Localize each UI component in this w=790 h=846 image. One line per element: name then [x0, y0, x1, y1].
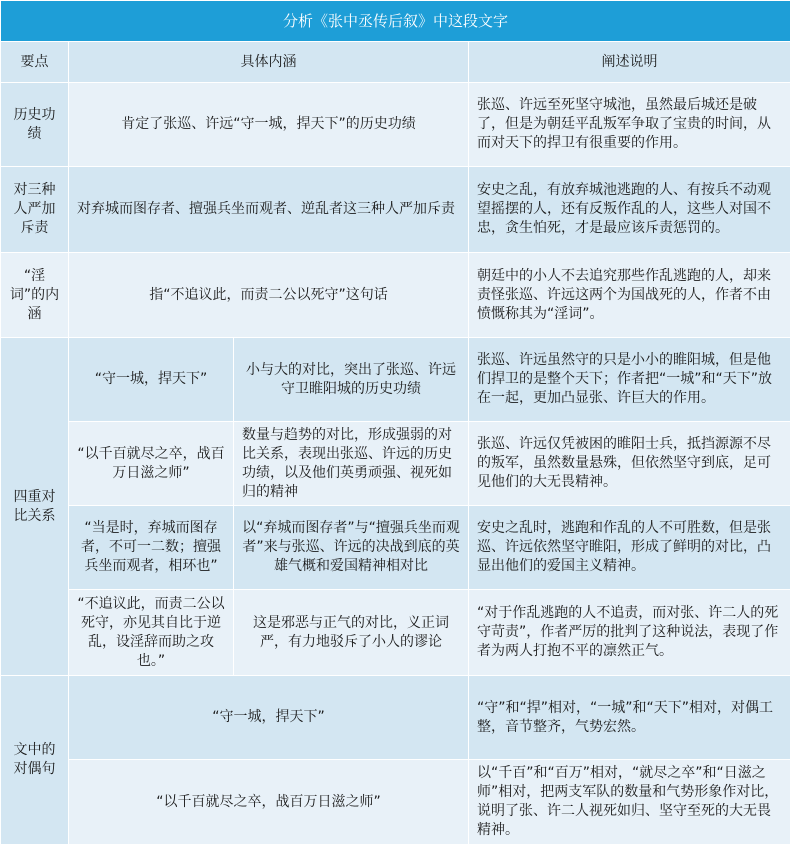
title-row: [1, 1, 790, 42]
antithesis-explanation: “守”和“捍”相对，“一城”和“天下”相对，对偶工整，音节整齐，气势宏然。: [469, 676, 790, 760]
contrast-analysis: 数量与趋势的对比，形成强弱的对比关系，表现出张巡、许远的历史功绩，以及他们英勇顽强、视死如归的精神: [234, 422, 469, 506]
table-title: 分析《张中丞传后叙》中这段文字: [1, 1, 790, 42]
contrast-quote: “守一城，捍天下”: [69, 338, 234, 422]
contrast-explanation: 张巡、许远仅凭被困的睢阳士兵，抵挡源源不尽的叛军，虽然数量悬殊，但依然坚守到底，足可见他们的大无畏精神。: [469, 422, 790, 506]
row-explanation: 安史之乱，有放弃城池逃跑的人、有按兵不动观望摇摆的人，还有反叛作乱的人，这些人对国不忠，贪生怕死，才是最应该斥责惩罚的。: [469, 167, 790, 253]
contrast-point: 四重对比关系: [1, 338, 69, 676]
contrast-explanation: 张巡、许远虽然守的只是小小的睢阳城，但是他们捍卫的是整个天下；作者把“一城”和“天下”放在一起，更加凸显张、许巨大的作用。: [469, 338, 790, 422]
table-row: [1, 506, 790, 590]
row-explanation: 张巡、许远至死坚守城池，虽然最后城还是破了，但是为朝廷平乱叛军争取了宝贵的时间，从而对天下的捍卫有很重要的作用。: [469, 83, 790, 167]
table-row: [1, 760, 790, 845]
row-point: 历史功绩: [1, 83, 69, 167]
header-explanation: 阐述说明: [469, 42, 790, 83]
table-row: [1, 676, 790, 760]
contrast-analysis: 以“弃城而图存者”与“擅强兵坐而观者”来与张巡、许远的决战到底的英雄气概和爱国精神相对比: [234, 506, 469, 590]
antithesis-point: 文中的对偶句: [1, 676, 69, 845]
contrast-quote: “以千百就尽之卒，战百万日滋之师”: [69, 422, 234, 506]
contrast-analysis: 小与大的对比，突出了张巡、许远守卫睢阳城的历史功绩: [234, 338, 469, 422]
contrast-quote: “不追议此，而责二公以死守，亦见其自比于逆乱，设淫辞而助之攻也。”: [69, 590, 234, 676]
table-row: [1, 167, 790, 253]
table-row: [1, 590, 790, 676]
row-content: 对弃城而图存者、擅强兵坐而观者、逆乱者这三种人严加斥责: [69, 167, 469, 253]
contrast-explanation: 安史之乱时，逃跑和作乱的人不可胜数，但是张巡、许远依然坚守睢阳，形成了鲜明的对比，凸显出他们的爱国主义精神。: [469, 506, 790, 590]
header-content: 具体内涵: [69, 42, 469, 83]
row-point: 对三种人严加斥责: [1, 167, 69, 253]
table-row: [1, 83, 790, 167]
header-row: [1, 42, 790, 83]
table-row: [1, 338, 790, 422]
row-content: 肯定了张巡、许远“守一城，捍天下”的历史功绩: [69, 83, 469, 167]
antithesis-explanation: 以“千百”和“百万”相对，“就尽之卒”和“日滋之师”相对，把两支军队的数量和气势形象作对比，说明了张、许二人视死如归、坚守至死的大无畏精神。: [469, 760, 790, 845]
row-explanation: 朝廷中的小人不去追究那些作乱逃跑的人，却来责怪张巡、许远这两个为国战死的人，作者不由愤慨称其为“淫词”。: [469, 253, 790, 338]
contrast-explanation: “对于作乱逃跑的人不追责，而对张、许二人的死守苛责”，作者严厉的批判了这种说法，表现了作者为两人打抱不平的凛然正气。: [469, 590, 790, 676]
table-row: [1, 422, 790, 506]
row-point: “淫词”的内涵: [1, 253, 69, 338]
antithesis-quote: “守一城，捍天下”: [69, 676, 469, 760]
header-point: 要点: [1, 42, 69, 83]
contrast-quote: “当是时，弃城而图存者，不可一二数；擅强兵坐而观者，相环也”: [69, 506, 234, 590]
table-row: [1, 253, 790, 338]
antithesis-quote: “以千百就尽之卒，战百万日滋之师”: [69, 760, 469, 845]
row-content: 指“不追议此，而责二公以死守”这句话: [69, 253, 469, 338]
contrast-analysis: 这是邪恶与正气的对比，义正词严，有力地驳斥了小人的谬论: [234, 590, 469, 676]
